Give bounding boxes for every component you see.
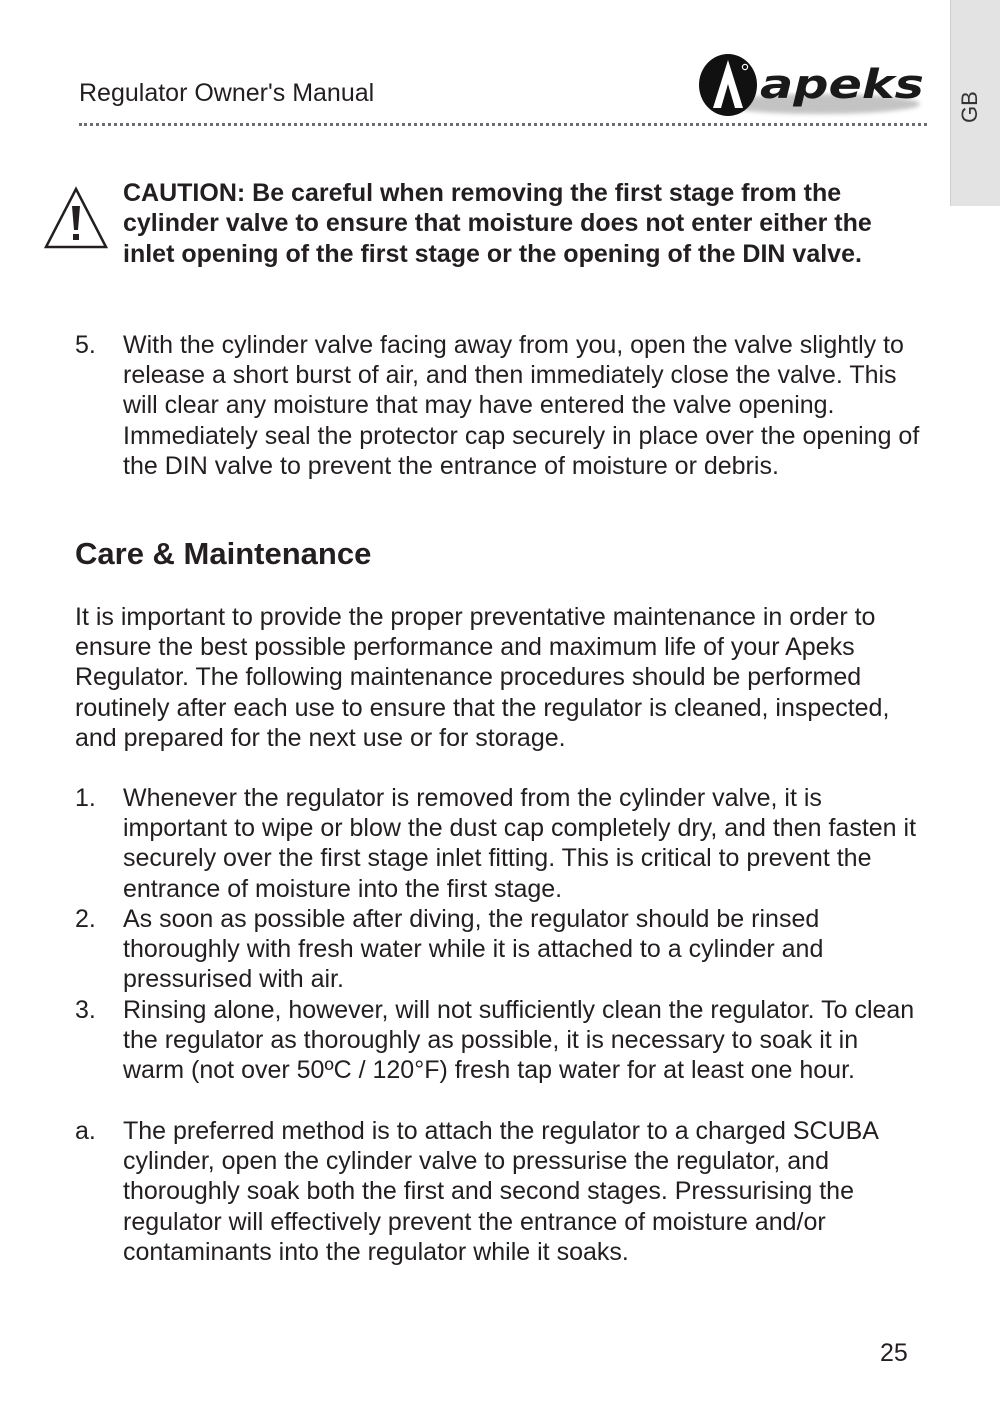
intro-paragraph: It is important to provide the proper preventative maintenance in order to ensure the best possible performance and maximum life of your Apeks Regulator. The following maintenance procedures should be performed routinely after each use to ensure that the regulator is cleaned, inspected, and prepared for the next use or for storage. [75, 603, 890, 752]
list-item-text: The preferred method is to attach the regulator to a charged SCUBA cylinder, open the cylinder valve to pressurise the regulator, and thoroughly soak both the first and second stages. Pressurising the regulator will effectively prevent the entrance of moisture and/or contaminants into the regulator while it soaks. [123, 1117, 878, 1266]
warning-triangle-icon [44, 186, 108, 250]
list-item-text: Rinsing alone, however, will not sufficiently clean the regulator. To clean the regulator as thoroughly as possible, it is necessary to soak it in warm (not over 50ºC / 120°F) fresh tap water for at least one hour. [123, 996, 915, 1085]
page-number: 25 [880, 1339, 908, 1367]
list-item-number: 1. [75, 784, 96, 812]
language-tab-label: GB [957, 91, 982, 123]
list-item-number: 3. [75, 996, 96, 1024]
list-item-number: 5. [75, 331, 96, 359]
logo-wordmark: apeks [760, 62, 924, 108]
manual-title: Regulator Owner's Manual [79, 79, 375, 107]
apeks-logo [696, 52, 928, 122]
header-divider [79, 123, 927, 126]
caution-text: CAUTION: Be careful when removing the first stage from the cylinder valve to ensure that moisture does not enter either the inlet opening of the first stage or the opening of the DIN valve. [123, 179, 872, 268]
list-item-number: a. [75, 1117, 96, 1145]
list-item-number: 2. [75, 905, 96, 933]
list-item-text: With the cylinder valve facing away from you, open the valve slightly to release a short burst of air, and then immediately close the valve. This will clear any moisture that may have entered the valve opening. Immediately seal the protector cap securely in place over the opening of the DIN valve to prevent the entrance of moisture or debris. [123, 331, 920, 480]
list-item-text: As soon as possible after diving, the regulator should be rinsed thoroughly with fresh water while it is attached to a cylinder and pressurised with air. [123, 905, 824, 994]
section-heading: Care & Maintenance [75, 536, 372, 571]
list-item-text: Whenever the regulator is removed from the cylinder valve, it is important to wipe or blow the dust cap completely dry, and then fasten it securely over the first stage inlet fitting. This is critical to prevent the entrance of moisture into the first stage. [123, 784, 917, 903]
